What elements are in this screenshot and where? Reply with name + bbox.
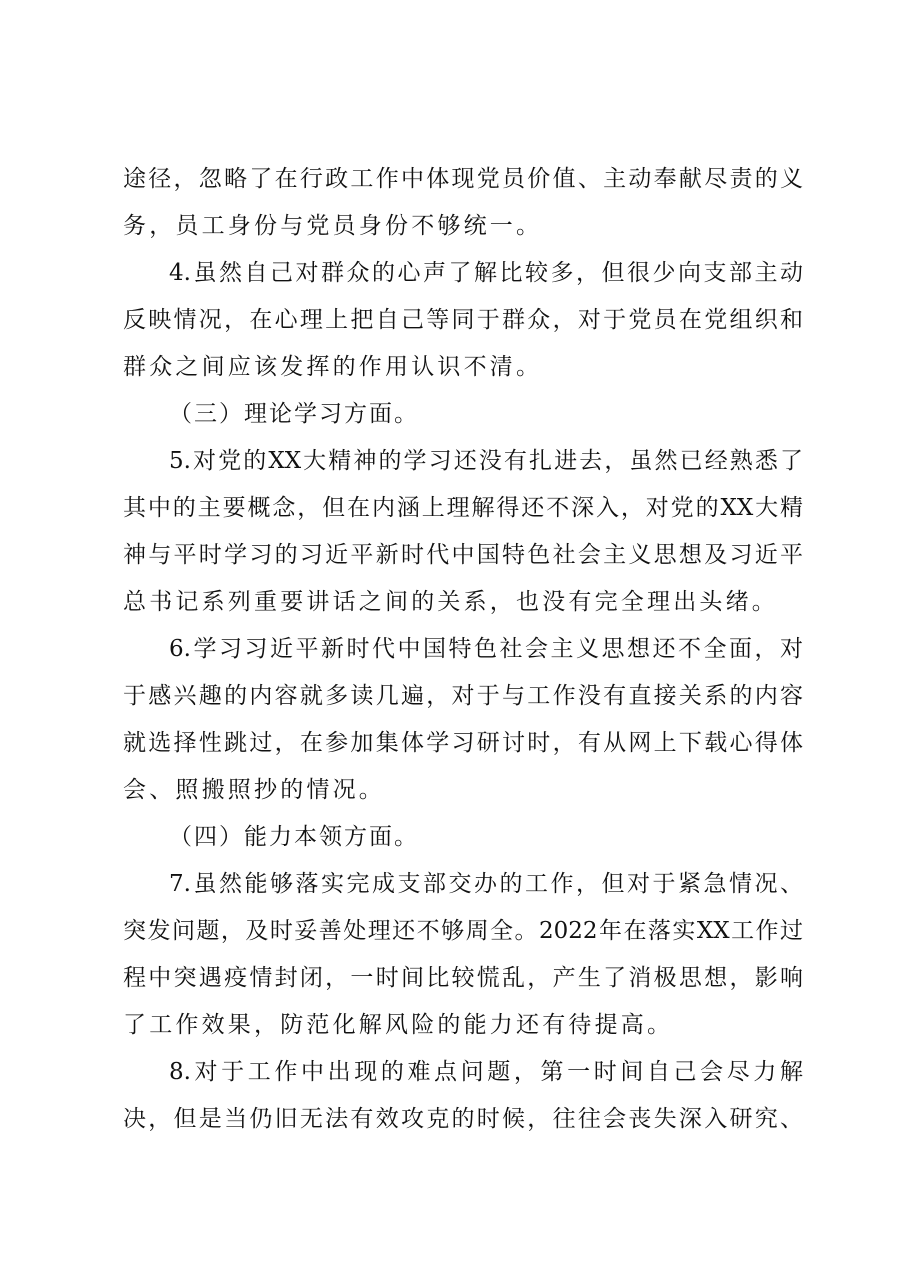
paragraph-line: 突发问题，及时妥善处理还不够周全。2022年在落实XX工作过 [123,918,803,944]
paragraph-line: 就选择性跳过，在参加集体学习研讨时，有从网上下载心得体 [123,730,803,756]
paragraph-line: 8.对于工作中出现的难点问题，第一时间自己会尽力解 [169,1059,803,1085]
section-heading: （四）能力本领方面。 [169,824,419,850]
paragraph-line: 6.学习习近平新时代中国特色社会主义思想还不全面，对 [169,636,803,662]
paragraph-line: 反映情况，在心理上把自己等同于群众，对于党员在党组织和 [123,307,803,333]
paragraph-line: 程中突遇疫情封闭，一时间比较慌乱，产生了消极思想，影响 [123,965,803,991]
paragraph-line: 4.虽然自己对群众的心声了解比较多，但很少向支部主动 [169,260,803,286]
paragraph-line: 途径，忽略了在行政工作中体现党员价值、主动奉献尽责的义 [123,166,803,192]
paragraph-line: 于感兴趣的内容就多读几遍，对于与工作没有直接关系的内容 [123,683,803,709]
paragraph-line: 7.虽然能够落实完成支部交办的工作，但对于紧急情况、 [169,871,803,897]
paragraph-line: 神与平时学习的习近平新时代中国特色社会主义思想及习近平 [123,542,803,568]
section-heading: （三）理论学习方面。 [169,401,419,427]
paragraph-line: 了工作效果，防范化解风险的能力还有待提高。 [123,1012,674,1038]
paragraph-line: 群众之间应该发挥的作用认识不清。 [123,354,543,380]
paragraph-line: 总书记系列重要讲话之间的关系，也没有完全理出头绪。 [123,589,778,615]
paragraph-line: 其中的主要概念，但在内涵上理解得还不深入，对党的XX大精 [123,495,803,521]
paragraph-line: 决，但是当仍旧无法有效攻克的时候，往往会丧失深入研究、 [123,1106,803,1132]
paragraph-line: 务，员工身份与党员身份不够统一。 [123,213,543,239]
paragraph-line: 5.对党的XX大精神的学习还没有扎进去，虽然已经熟悉了 [169,448,803,474]
paragraph-line: 会、照搬照抄的情况。 [123,777,385,803]
